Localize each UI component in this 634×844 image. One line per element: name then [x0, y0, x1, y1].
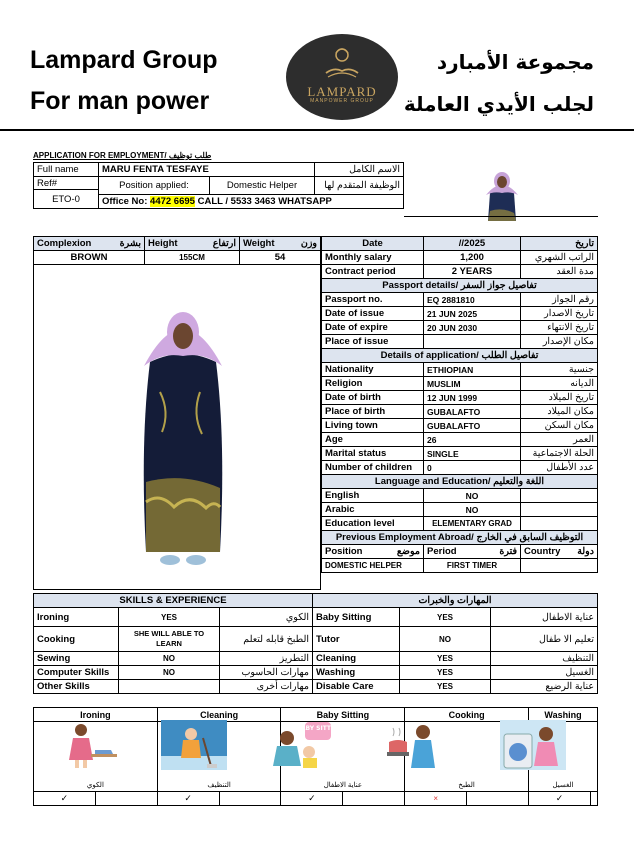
date-ar: تاريخ: [521, 237, 598, 251]
company-name-ar-line1: مجموعة الأمبارد: [436, 50, 594, 74]
details-row: Nationality ETHIOPIAN جنسية: [322, 363, 598, 377]
check-icon: ✓: [157, 792, 219, 806]
weight-value: 54: [240, 251, 321, 265]
passport-section-title: Passport details/ تفاصيل جواز السفر: [322, 279, 598, 293]
skill-row: Computer Skills NO مهارات الحاسوب Washing YES الغسيل: [34, 666, 598, 680]
passport-row: Passport no. EQ 2881810 رقم الجواز: [322, 293, 598, 307]
period-ar: مدة العقد: [521, 265, 598, 279]
details-row: Age 26 العمر: [322, 433, 598, 447]
cleaning-icon: [161, 720, 227, 770]
skills-section-en: SKILLS & EXPERIENCE: [34, 594, 313, 608]
icon-label-cooking: Cooking: [405, 708, 529, 722]
details-row: Living town GUBALAFTO مكان السكن: [322, 419, 598, 433]
full-name-value: MARU FENTA TESFAYE: [99, 163, 315, 177]
icon-label-washing: Washing: [529, 708, 598, 722]
skill-row: Sewing NO التطريز Cleaning YES التنظيف: [34, 652, 598, 666]
date-value: //2025: [424, 237, 521, 251]
applicant-photo-full: [140, 302, 226, 570]
ironing-icon: [55, 720, 121, 770]
company-name-ar-line2: لجلب الأيدي العاملة: [403, 92, 594, 116]
position-value: Domestic Helper: [210, 177, 315, 195]
company-name-en-line2: For man power: [30, 87, 210, 115]
physical-table: [33, 236, 321, 265]
passport-row: Date of expire 20 JUN 2030 تاريخ الانتهاء: [322, 321, 598, 335]
ref-value: ETO-0: [34, 190, 99, 209]
period-label: Contract period: [322, 265, 424, 279]
full-name-ar: الاسم الكامل: [315, 163, 404, 177]
details-row: Marital status SINGLE الحلة الاجتماعية: [322, 447, 598, 461]
header-divider: [0, 129, 634, 131]
position-label: Position applied:: [99, 177, 210, 195]
details-row: Number of children 0 عدد الأطفال: [322, 461, 598, 475]
details-row: Place of birth GUBALAFTO مكان الميلاد: [322, 405, 598, 419]
position-ar: الوظيفة المتقدم لها: [315, 177, 404, 195]
salary-ar: الراتب الشهري: [521, 251, 598, 265]
washing-icon: [500, 720, 566, 770]
check-icon: ✓: [529, 792, 591, 806]
skills-table: [33, 593, 598, 694]
language-row: English NO: [322, 489, 598, 503]
passport-row: Date of issue 21 JUN 2025 تاريخ الاصدار: [322, 307, 598, 321]
skills-section-ar: المهارات والخبرات: [313, 594, 598, 608]
cross-icon: ×: [405, 792, 467, 806]
skill-row: Ironing YES الكوي Baby Sitting YES عناية الاطفال: [34, 608, 598, 627]
details-row: Date of birth 12 JUN 1999 تاريخ الميلاد: [322, 391, 598, 405]
office-number-highlight: 4472 6695: [150, 196, 195, 207]
check-icon: ✓: [281, 792, 343, 806]
baby-sitter-text: BABY SITTER: [296, 725, 340, 732]
company-name-en-line1: Lampard Group: [30, 46, 218, 74]
period-value: 2 YEARS: [424, 265, 521, 279]
icon-label-cleaning: Cleaning: [157, 708, 281, 722]
salary-label: Monthly salary: [322, 251, 424, 265]
applicant-photo-small: [476, 167, 528, 221]
photo-underline: [404, 216, 598, 217]
salary-value: 1,200: [424, 251, 521, 265]
height-value: 155CM: [145, 251, 240, 265]
weight-header: Weight وزن: [240, 237, 321, 251]
language-row: Arabic NO: [322, 503, 598, 517]
icon-ar-ironing: الكوي: [34, 778, 158, 792]
full-name-label: Full name: [34, 163, 99, 177]
language-section-title: Language and Education/ اللغة والتعليم: [322, 475, 598, 489]
passport-row: Place of issue مكان الإصدار: [322, 335, 598, 349]
complexion-value: BROWN: [34, 251, 145, 265]
icon-label-ironing: Ironing: [34, 708, 158, 722]
details-section-title: Details of application/ تفاصيل الطلب: [322, 349, 598, 363]
employment-value-row: DOMESTIC HELPER FIRST TIMER: [322, 559, 598, 573]
icon-ar-baby-sitting: عناية الاطفال: [281, 778, 405, 792]
skill-row: Cooking SHE WILL ABLE TO LEARN الطبخ قابله لتعلم Tutor NO تعليم الا طفال: [34, 627, 598, 652]
skill-row: Other Skills مهارات أخرى Disable Care YES عناية الرضيع: [34, 680, 598, 694]
employment-section-title: Previous Employment Abroad/ التوظيف السابق في الخارج: [322, 531, 598, 545]
ref-label: Ref#: [34, 177, 99, 190]
icon-ar-cooking: الطبخ: [405, 778, 529, 792]
application-title: APPLICATION FOR EMPLOYMENT/ طلب توظيف: [33, 151, 212, 160]
details-row: Religion MUSLIM الديانه: [322, 377, 598, 391]
contract-table: [321, 236, 598, 573]
date-label: Date: [322, 237, 424, 251]
company-logo: [286, 34, 398, 120]
height-header: Height ارتفاع: [145, 237, 240, 251]
complexion-header: Complexion بشرة: [34, 237, 145, 251]
baby-sitting-icon: [267, 720, 340, 770]
logo-subtext: MANPOWER GROUP: [310, 98, 374, 104]
office-contact: Office No: 4472 6695 CALL / 5533 3463 WHATSAPP: [99, 195, 404, 209]
icon-label-baby-sitting: Baby Sitting: [281, 708, 405, 722]
check-icon: ✓: [34, 792, 96, 806]
cooking-icon: [379, 720, 445, 770]
employment-header-row: Position موضع Period فترة Country دولة: [322, 545, 598, 559]
woman-hands-logo-icon: [322, 43, 362, 83]
logo-text: LAMPARD: [307, 84, 377, 99]
icon-ar-washing: الغسيل: [529, 778, 598, 792]
icon-ar-cleaning: التنظيف: [157, 778, 281, 792]
applicant-table: [33, 162, 404, 209]
language-row: Education level ELEMENTARY GRAD: [322, 517, 598, 531]
